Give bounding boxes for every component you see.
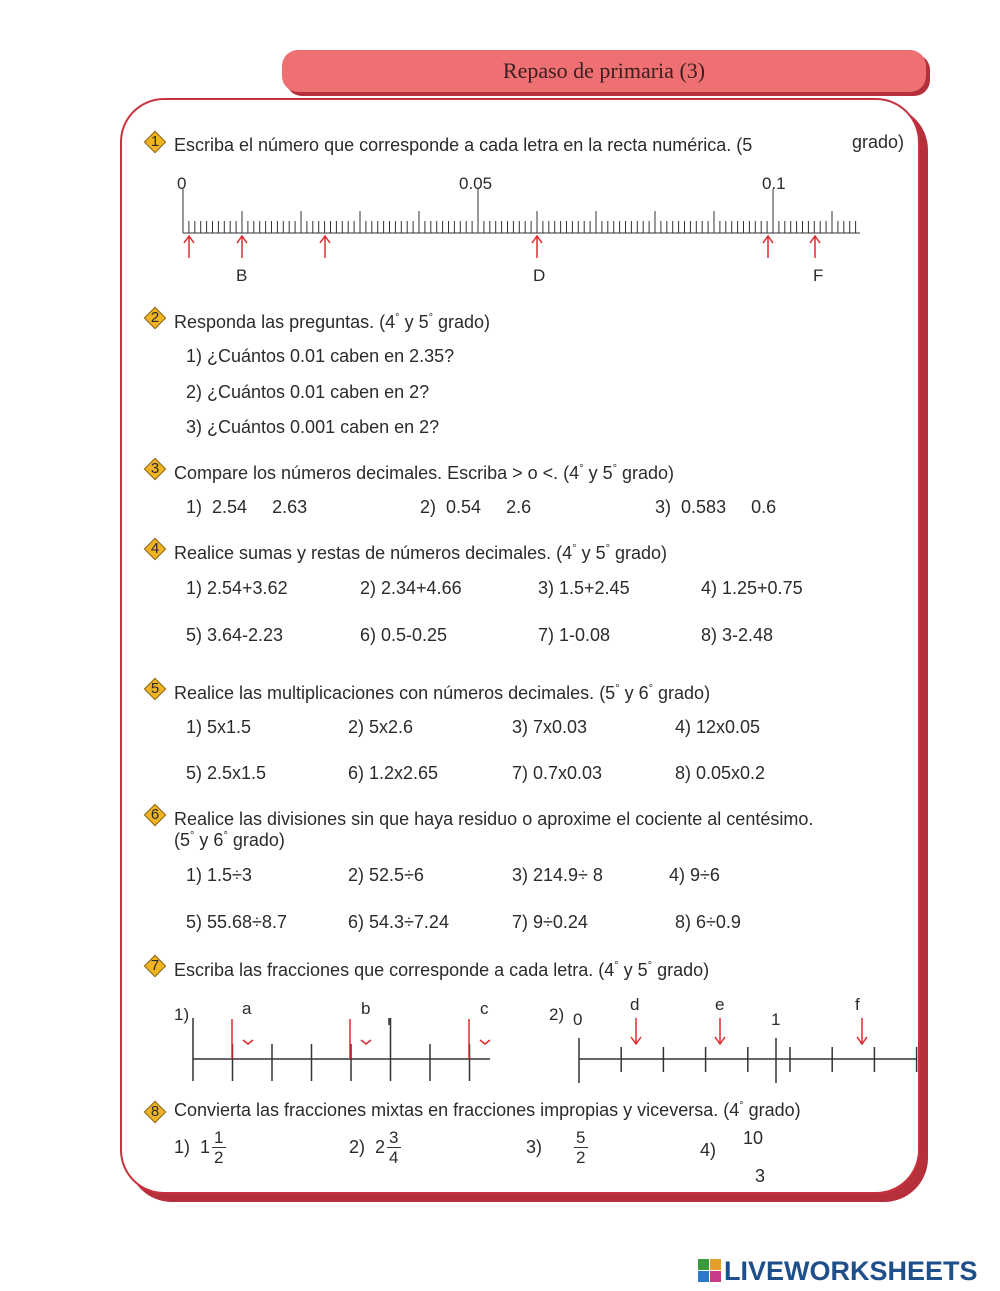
q8-item-4-denominator: 3 (755, 1166, 766, 1186)
question-badge-1: 1 (144, 131, 166, 153)
q8-item-2: 2) 2 $\frac{3}{4}$ (349, 1128, 399, 1167)
q7-part-2: 2) (549, 1005, 565, 1024)
question-1-grade: grado) (852, 132, 905, 152)
question-badge-4: 4 (144, 538, 166, 560)
q7-letter-c: c (480, 999, 489, 1018)
q5-item-2: 2) 5x2.6 (348, 717, 414, 737)
compare-item-1: 1) 2.54 2.63 (186, 497, 308, 517)
q7-line-1-red-chevron (361, 1040, 371, 1044)
q7-letter-a: a (242, 999, 252, 1018)
question-7-text: Escriba las fracciones que corresponde a cada letra. (4° y 5° grado) (174, 960, 710, 980)
q5-item-3: 3) 7x0.03 (512, 717, 588, 737)
brand-text: LIVEWORKSHEETS (724, 1256, 978, 1286)
q5-item-8: 8) 0.05x0.2 (675, 763, 766, 783)
question-6-grade: (5° y 6° grado) (174, 830, 285, 850)
q5-item-1: 1) 5x1.5 (186, 717, 252, 737)
q6-item-3: 3) 214.9÷ 8 (512, 865, 603, 885)
q4-item-2: 2) 2.34+4.66 (360, 578, 462, 598)
compare-item-3: 3) 0.583 0.6 (655, 497, 777, 517)
q4-item-1: 1) 2.54+3.62 (186, 578, 288, 598)
question-5-text: Realice las multiplicaciones con números decimales. (5° y 6° grado) (174, 683, 711, 703)
q7-part-1: 1) (174, 1005, 190, 1024)
q5-item-6: 6) 1.2x2.65 (348, 763, 439, 783)
q7-label-one: 1 (771, 1010, 781, 1029)
q7-letter-d: d (630, 995, 640, 1014)
q6-item-2: 2) 52.5÷6 (348, 865, 424, 885)
q4-item-7: 7) 1-0.08 (538, 625, 611, 645)
question-badge-6: 6 (144, 804, 166, 826)
question-8-text: Convierta las fracciones mixtas en fracciones impropias y viceversa. (4° grado) (174, 1100, 801, 1120)
number-line-label-0: 0 (177, 174, 187, 193)
question-badge-2: 2 (144, 307, 166, 329)
question-badge-7: 7 (144, 955, 166, 977)
q8-item-3: 3) $\frac{5}{2}$ (526, 1128, 586, 1167)
question-2-item-2: 2) ¿Cuántos 0.01 caben en 2? (186, 382, 430, 402)
liveworksheets-logo-icon (698, 1259, 722, 1283)
question-6-text: Realice las divisiones sin que haya residuo o aproxime el cociente al centésimo. (174, 809, 814, 829)
question-badge-8: 8 (144, 1101, 166, 1123)
number-line-label-01: 0.1 (762, 174, 786, 193)
q7-line-1-red-chevron (480, 1040, 490, 1044)
q6-item-4: 4) 9÷6 (669, 865, 720, 885)
q7-letter-e: e (715, 995, 725, 1014)
q6-item-5: 5) 55.68÷8.7 (186, 912, 287, 932)
compare-item-2: 2) 0.54 2.6 (420, 497, 532, 517)
q7-letter-f: f (855, 995, 860, 1014)
brand-logo (698, 1256, 978, 1286)
question-3-text: Compare los números decimales. Escriba > o <. (4° y 5° grado) (174, 463, 675, 483)
question-2-text: Responda las preguntas. (4° y 5° grado) (174, 312, 491, 332)
q6-item-8: 8) 6÷0.9 (675, 912, 741, 932)
q6-item-6: 6) 54.3÷7.24 (348, 912, 449, 932)
question-badge-5: 5 (144, 678, 166, 700)
q8-item-1: 1) 1 $\frac{1}{2}$ (174, 1128, 224, 1167)
letter-f: F (813, 266, 824, 285)
q6-item-1: 1) 1.5÷3 (186, 865, 252, 885)
q6-item-7: 7) 9÷0.24 (512, 912, 588, 932)
q8-item-4: 4) (700, 1140, 717, 1160)
q4-item-4: 4) 1.25+0.75 (701, 578, 803, 598)
letter-b: B (236, 266, 248, 285)
question-2-item-1: 1) ¿Cuántos 0.01 caben en 2.35? (186, 346, 455, 366)
q7-line-2-red-arrow (631, 1018, 641, 1044)
q7-line-1-red-chevron (243, 1040, 253, 1044)
q8-item-4-numerator: 10 (743, 1128, 764, 1148)
q7-letter-b: b (361, 999, 371, 1018)
q4-item-6: 6) 0.5-0.25 (360, 625, 448, 645)
q7-label-zero: 0 (573, 1010, 583, 1029)
q5-item-4: 4) 12x0.05 (675, 717, 761, 737)
q5-item-5: 5) 2.5x1.5 (186, 763, 267, 783)
q4-item-5: 5) 3.64-2.23 (186, 625, 284, 645)
letter-d: D (533, 266, 546, 285)
question-1-text: Escriba el número que corresponde a cada letra en la recta numérica. (5 (174, 135, 753, 155)
question-2-item-3: 3) ¿Cuántos 0.001 caben en 2? (186, 417, 440, 437)
q7-line-2-red-arrow (715, 1018, 725, 1044)
page-title: Repaso de primaria (3) (282, 50, 926, 92)
number-line-label-005: 0.05 (459, 174, 493, 193)
question-4-text: Realice sumas y restas de números decimales. (4° y 5° grado) (174, 543, 668, 563)
question-badge-3: 3 (144, 458, 166, 480)
q4-item-3: 3) 1.5+2.45 (538, 578, 630, 598)
q4-item-8: 8) 3-2.48 (701, 625, 774, 645)
q7-line-2-red-arrow (857, 1018, 867, 1044)
q5-item-7: 7) 0.7x0.03 (512, 763, 603, 783)
